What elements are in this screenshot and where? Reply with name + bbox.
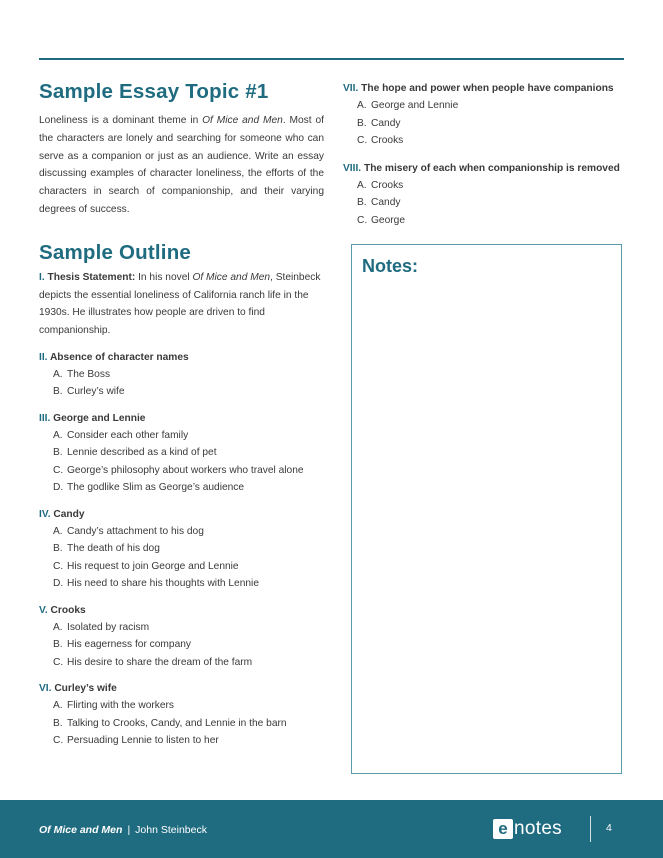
section-title: VIII. The misery of each when companionship is removed xyxy=(343,162,620,174)
footer-divider xyxy=(590,816,591,842)
list-item: A. Flirting with the workers xyxy=(53,700,174,712)
logo-text: notes xyxy=(514,818,562,839)
list-item: A. Candy’s attachment to his dog xyxy=(53,525,204,537)
outline-section xyxy=(343,80,628,150)
list-item: C. George’s philosophy about workers who travel alone xyxy=(53,464,304,476)
enotes-logo xyxy=(493,818,562,840)
top-rule xyxy=(39,58,624,60)
essay-topic-text: Loneliness is a dominant theme in Of Mice and Men. Most of the characters are lonely and searching for someone who can serve as a companion or just as an audience. Write an essay discussing examples of character loneliness, the efforts of the characters in search of companionship, and their varying degrees of success. xyxy=(39,115,324,215)
list-item: D. The godlike Slim as George’s audience xyxy=(53,482,245,494)
list-item: B. Candy xyxy=(357,117,401,129)
list-item: C. George xyxy=(357,214,405,226)
footer-separator: | xyxy=(127,824,131,836)
outline-section xyxy=(39,507,324,593)
left-column xyxy=(39,80,324,750)
list-item: A. The Boss xyxy=(53,368,111,380)
outline-heading: Sample Outline xyxy=(39,240,192,264)
footer-bar xyxy=(0,800,663,858)
footer-author: John Steinbeck xyxy=(135,824,207,836)
right-column xyxy=(343,80,628,229)
section-title: II. Absence of character names xyxy=(39,351,189,363)
notes-box xyxy=(351,244,622,774)
list-item: B. Curley’s wife xyxy=(53,386,125,398)
list-item: A. Consider each other family xyxy=(53,429,189,441)
list-item: D. His need to share his thoughts with Lennie xyxy=(53,578,259,590)
list-item: C. Crooks xyxy=(357,135,404,146)
section-title: IV. Candy xyxy=(39,508,85,520)
outline-section xyxy=(39,603,324,672)
list-item: A. Isolated by racism xyxy=(53,621,150,633)
footer-book-info xyxy=(39,824,207,836)
list-item: B. Candy xyxy=(357,197,401,208)
section-title: VI. Curley’s wife xyxy=(39,683,117,695)
list-item: B. The death of his dog xyxy=(53,543,160,555)
notes-title: Notes: xyxy=(362,256,419,276)
list-item: C. His desire to share the dream of the farm xyxy=(53,656,253,668)
section-title: III. George and Lennie xyxy=(39,412,146,424)
list-item: A. George and Lennie xyxy=(357,100,459,111)
section-title: VII. The hope and power when people have companions xyxy=(343,83,614,94)
book-title: Of Mice and Men xyxy=(192,271,271,283)
list-item: B. His eagerness for company xyxy=(53,639,192,651)
page-number: 4 xyxy=(606,822,612,834)
footer-book-title: Of Mice and Men xyxy=(39,824,123,836)
essay-topic-heading: Sample Essay Topic #1 xyxy=(39,80,269,103)
outline-section xyxy=(39,411,324,497)
section-title: V. Crooks xyxy=(39,604,86,616)
list-item: A. Crooks xyxy=(357,179,404,191)
outline-section xyxy=(343,160,628,230)
list-item: B. Lennie described as a kind of pet xyxy=(53,447,217,459)
outline-section xyxy=(39,350,324,401)
book-title: Of Mice and Men xyxy=(202,115,283,126)
thesis-statement: I. Thesis Statement: In his novel Of Mice and Men, Steinbeck depicts the essential loneliness of California ranch life in the 1930s. He illustrates how people are driven to find companionship. xyxy=(39,271,321,337)
list-item: C. Persuading Lennie to listen to her xyxy=(53,735,219,747)
list-item: C. His request to join George and Lennie xyxy=(53,560,239,572)
list-item: B. Talking to Crooks, Candy, and Lennie in the barn xyxy=(53,717,287,729)
outline-section xyxy=(39,681,324,750)
logo-e-icon: e xyxy=(493,819,513,839)
